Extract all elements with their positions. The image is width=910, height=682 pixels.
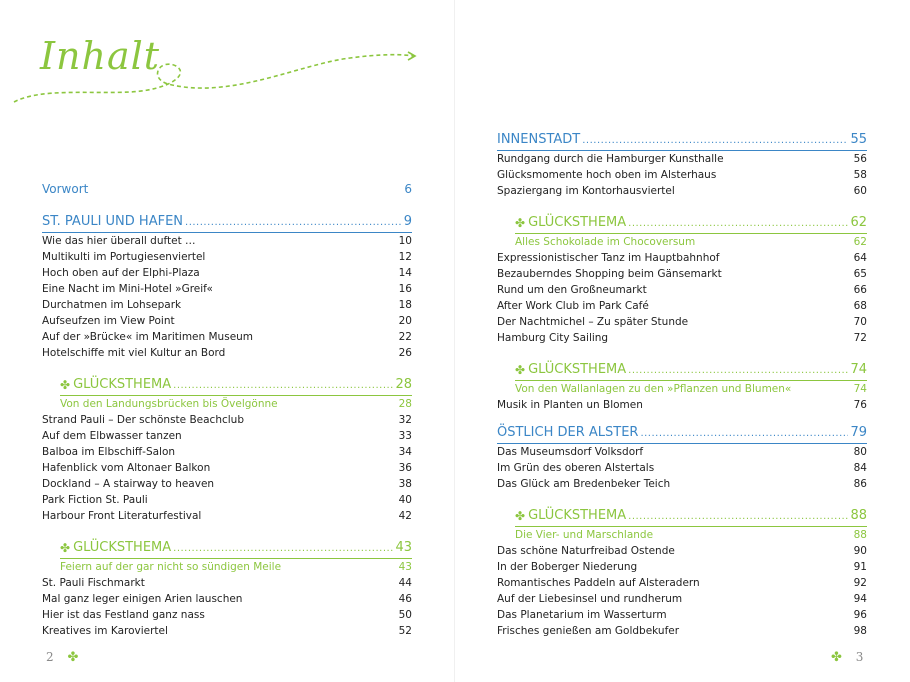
list-item[interactable]: Der Nachtmichel – Zu später Stunde	[497, 316, 689, 328]
item-page: 10	[398, 235, 412, 247]
item-page: 94	[853, 593, 867, 605]
list-item[interactable]: Hier ist das Festland ganz nass	[42, 609, 205, 621]
page-footer	[831, 650, 863, 665]
item-page: 92	[853, 577, 867, 589]
section-page: 55	[850, 132, 867, 147]
clover-icon: ✤	[60, 541, 71, 555]
list-item[interactable]: Im Grün des oberen Alstertals	[497, 462, 655, 474]
list-item[interactable]: Eine Nacht im Mini-Hotel »Greif«	[42, 283, 213, 295]
theme-page: 43	[395, 540, 412, 555]
item-page: 58	[853, 169, 867, 181]
theme-subtitle[interactable]: Die Vier- und Marschlande	[515, 529, 654, 541]
theme-block	[42, 375, 412, 412]
list-item[interactable]: Romantisches Paddeln auf Alsteradern	[497, 577, 700, 589]
page-number: 3	[855, 650, 864, 664]
item-page: 64	[853, 252, 867, 264]
list-item[interactable]: Kreatives im Karoviertel	[42, 625, 168, 637]
clover-icon: ✤	[515, 216, 526, 230]
list-item[interactable]: Wie das hier überall duftet …	[42, 235, 196, 247]
clover-icon: ✤	[831, 650, 842, 665]
theme-sub-page: 43	[398, 561, 412, 573]
item-page: 70	[853, 316, 867, 328]
toc-left	[42, 180, 412, 639]
item-page: 44	[398, 577, 412, 589]
theme-subtitle[interactable]: Von den Landungsbrücken bis Övelgönne	[60, 398, 278, 410]
list-item[interactable]: Das Planetarium im Wasserturm	[497, 609, 667, 621]
toc-label: Vorwort	[42, 182, 89, 196]
list-item[interactable]: Aufseufzen im View Point	[42, 315, 175, 327]
clover-icon: ✤	[515, 363, 526, 377]
theme-subtitle[interactable]: Feiern auf der gar nicht so sündigen Meile	[60, 561, 282, 573]
section-heading[interactable]	[497, 423, 867, 444]
item-page: 16	[398, 283, 412, 295]
item-page: 96	[853, 609, 867, 621]
list-item[interactable]: Dockland – A stairway to heaven	[42, 478, 215, 490]
item-page: 20	[398, 315, 412, 327]
theme-sub-page: 74	[853, 383, 867, 395]
item-page: 72	[853, 332, 867, 344]
list-item[interactable]: Durchatmen im Lohsepark	[42, 299, 182, 311]
list-item[interactable]: Mal ganz leger einigen Arien lauschen	[42, 593, 243, 605]
theme-subtitle[interactable]: Von den Wallanlagen zu den »Pflanzen und Blumen«	[515, 383, 792, 395]
list-item[interactable]: Bezauberndes Shopping beim Gänsemarkt	[497, 268, 722, 280]
theme-page: 28	[395, 377, 412, 392]
list-item[interactable]: After Work Club im Park Café	[497, 300, 649, 312]
list-item[interactable]: Glücksmomente hoch oben im Alsterhaus	[497, 169, 717, 181]
item-page: 38	[398, 478, 412, 490]
item-page: 46	[398, 593, 412, 605]
list-item[interactable]: Rundgang durch die Hamburger Kunsthalle	[497, 153, 724, 165]
item-page: 40	[398, 494, 412, 506]
section-label: ST. PAULI UND HAFEN	[42, 214, 184, 229]
list-item[interactable]: Multikulti im Portugiesenviertel	[42, 251, 206, 263]
item-page: 90	[853, 545, 867, 557]
list-item[interactable]: Das schöne Naturfreibad Ostende	[497, 545, 675, 557]
list-item[interactable]: Spaziergang im Kontorhausviertel	[497, 185, 675, 197]
theme-heading[interactable]	[515, 506, 867, 527]
list-item[interactable]: Hamburg City Sailing	[497, 332, 609, 344]
list-item[interactable]: St. Pauli Fischmarkt	[42, 577, 145, 589]
list-item[interactable]: Hafenblick vom Altonaer Balkon	[42, 462, 211, 474]
item-page: 76	[853, 399, 867, 411]
list-item[interactable]: Das Glück am Bredenbeker Teich	[497, 478, 671, 490]
clover-icon: ✤	[515, 509, 526, 523]
toc-right	[497, 130, 867, 639]
item-page: 42	[398, 510, 412, 522]
item-page: 26	[398, 347, 412, 359]
item-page: 80	[853, 446, 867, 458]
list-item[interactable]: Expressionistischer Tanz im Hauptbahnhof	[497, 252, 720, 264]
list-item[interactable]: Harbour Front Literaturfestival	[42, 510, 202, 522]
theme-sub-page: 28	[398, 398, 412, 410]
theme-label: GLÜCKSTHEMA	[73, 540, 172, 555]
page-footer	[46, 650, 78, 665]
section-page: 79	[850, 425, 867, 440]
theme-label: GLÜCKSTHEMA	[73, 377, 172, 392]
item-page: 32	[398, 414, 412, 426]
item-page: 33	[398, 430, 412, 442]
theme-heading[interactable]	[60, 375, 412, 396]
theme-page: 62	[850, 215, 867, 230]
list-item[interactable]: Park Fiction St. Pauli	[42, 494, 148, 506]
page-number: 2	[46, 650, 54, 664]
theme-subtitle[interactable]: Alles Schokolade im Chocoversum	[515, 236, 696, 248]
page-title: Inhalt	[40, 34, 161, 78]
item-page: 98	[853, 625, 867, 637]
section-label: ÖSTLICH DER ALSTER	[497, 425, 639, 440]
list-item[interactable]: Auf der »Brücke« im Maritimen Museum	[42, 331, 254, 343]
item-page: 12	[398, 251, 412, 263]
item-page: 50	[398, 609, 412, 621]
theme-sub-page: 88	[853, 529, 867, 541]
theme-page: 74	[850, 362, 867, 377]
section-page: 9	[403, 214, 412, 229]
item-page: 22	[398, 331, 412, 343]
list-item[interactable]: Strand Pauli – Der schönste Beachclub	[42, 414, 244, 426]
theme-block	[42, 538, 412, 575]
list-item[interactable]: Frisches genießen am Goldbekufer	[497, 625, 680, 637]
theme-sub-page: 62	[853, 236, 867, 248]
item-page: 65	[853, 268, 867, 280]
item-page: 66	[853, 284, 867, 296]
item-page: 52	[398, 625, 412, 637]
list-item[interactable]: Das Museumsdorf Volksdorf	[497, 446, 644, 458]
list-item[interactable]: Balboa im Elbschiff-Salon	[42, 446, 176, 458]
theme-block	[497, 506, 867, 543]
item-page: 91	[853, 561, 867, 573]
list-item[interactable]: Rund um den Großneumarkt	[497, 284, 647, 296]
theme-heading[interactable]	[60, 538, 412, 559]
theme-label: GLÜCKSTHEMA	[528, 362, 627, 377]
section-label: INNENSTADT	[497, 132, 581, 147]
list-item[interactable]: Auf der Liebesinsel und rundherum	[497, 593, 683, 605]
toc-page: 6	[404, 182, 412, 196]
item-page: 68	[853, 300, 867, 312]
theme-heading[interactable]	[515, 213, 867, 234]
list-item[interactable]: In der Boberger Niederung	[497, 561, 638, 573]
item-page: 14	[398, 267, 412, 279]
item-page: 56	[853, 153, 867, 165]
theme-block	[497, 213, 867, 250]
item-page: 86	[853, 478, 867, 490]
list-item[interactable]: Musik in Planten un Blomen	[497, 399, 643, 411]
item-page: 84	[853, 462, 867, 474]
theme-block	[497, 360, 867, 397]
item-page: 18	[398, 299, 412, 311]
list-item[interactable]: Hoch oben auf der Elphi-Plaza	[42, 267, 200, 279]
theme-label: GLÜCKSTHEMA	[528, 508, 627, 523]
item-page: 34	[398, 446, 412, 458]
list-item[interactable]: Auf dem Elbwasser tanzen	[42, 430, 182, 442]
right-page	[455, 0, 910, 682]
clover-icon: ✤	[60, 378, 71, 392]
item-page: 36	[398, 462, 412, 474]
theme-heading[interactable]	[515, 360, 867, 381]
theme-label: GLÜCKSTHEMA	[528, 215, 627, 230]
toc-entry-vorwort[interactable]	[42, 180, 412, 198]
section-heading[interactable]	[497, 130, 867, 151]
list-item[interactable]: Hotelschiffe mit viel Kultur an Bord	[42, 347, 226, 359]
theme-page: 88	[850, 508, 867, 523]
clover-icon: ✤	[67, 650, 79, 665]
item-page: 60	[853, 185, 867, 197]
section-heading[interactable]	[42, 212, 412, 233]
